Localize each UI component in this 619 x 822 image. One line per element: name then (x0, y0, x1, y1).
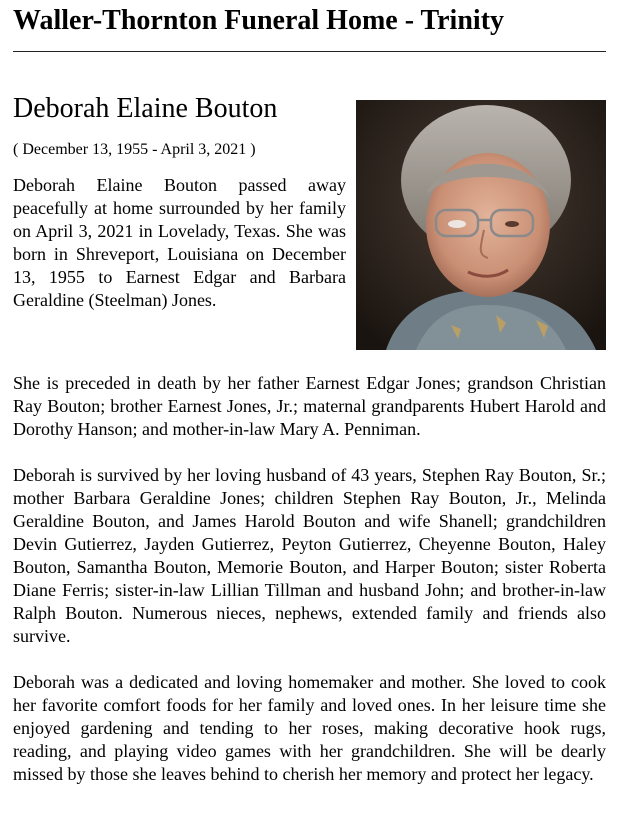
obituary-paragraph: She is preceded in death by her father Earnest Edgar Jones; grandson Christian Ray Bouton; brother Earnest Jones, Jr.; maternal grandparents Hubert Harold and Dorothy Hanson; and mother-in-law Mary A. Penniman. (13, 373, 606, 439)
obituary-paragraph: Deborah Elaine Bouton passed away peacefully at home surrounded by her family on April 3, 2021 in Lovelady, Texas. She was born in Shreveport, Louisiana on December 13, 1955 to Earnest Edgar and Barbara Geraldine (Steelman) Jones. (13, 175, 346, 310)
obituary-paragraph: Deborah was a dedicated and loving homemaker and mother. She loved to cook her favorite comfort foods for her family and loved ones. In her leisure time she enjoyed gardening and tending to her roses, making decorative hook rugs, reading, and playing video games with her grandchildren. She will be dearly missed by those she leaves behind to cherish her memory and protect her legacy. (13, 672, 606, 784)
portrait-photo (356, 100, 606, 350)
obituary-content (13, 92, 606, 786)
header-divider (13, 51, 606, 52)
obituary-paragraph: Deborah is survived by her loving husband of 43 years, Stephen Ray Bouton, Sr.; mother Barbara Geraldine Jones; children Stephen Ray Bouton, Jr., Melinda Geraldine Bouton, and James Harold Bouton and wife Shanell; grandchildren Devin Gutierrez, Jayden Gutierrez, Peyton Gutierrez, Cheyenne Bouton, Haley Bouton, Samantha Bouton, Memorie Bouton, and Harper Bouton; sister Roberta Diane Ferris; sister-in-law Lillian Tillman and husband John; and brother-in-law Ralph Bouton. Numerous nieces, nephews, extended family and friends also survive. (13, 465, 606, 646)
life-dates: ( December 13, 1955 - April 3, 2021 ) (13, 141, 256, 158)
funeral-home-title: Waller-Thornton Funeral Home - Trinity (13, 5, 505, 36)
deceased-name: Deborah Elaine Bouton (13, 93, 278, 124)
